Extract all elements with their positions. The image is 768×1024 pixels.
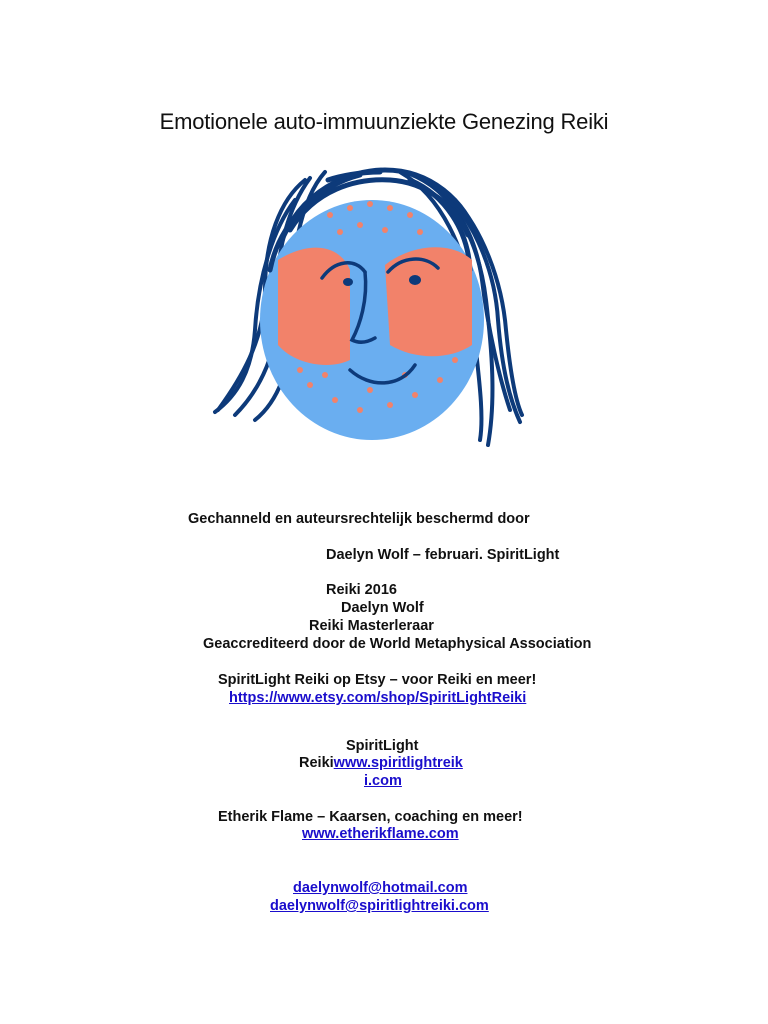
etsy-text: SpiritLight Reiki op Etsy – voor Reiki en meer! bbox=[218, 672, 537, 688]
smiling-face-icon bbox=[210, 160, 530, 455]
author-name: Daelyn Wolf bbox=[341, 600, 424, 616]
spiritlight-reiki-label: Reiki bbox=[299, 755, 334, 771]
etsy-link[interactable]: https://www.etsy.com/shop/SpiritLightReiki bbox=[229, 690, 527, 706]
spiritlight-link[interactable]: www.spiritlightreik bbox=[333, 755, 463, 771]
spiritlight-link-continued[interactable]: i.com bbox=[364, 773, 402, 789]
reiki-year: Reiki 2016 bbox=[326, 582, 397, 598]
author-line: Daelyn Wolf – februari. SpiritLight bbox=[326, 547, 560, 563]
document-title: Emotionele auto-immuunziekte Genezing Reiki bbox=[159, 109, 609, 134]
spiritlight-label: SpiritLight bbox=[346, 738, 419, 754]
email-hotmail-link[interactable]: daelynwolf@hotmail.com bbox=[293, 880, 468, 896]
channeled-by-text: Gechanneld en auteursrechtelijk beschermd door bbox=[188, 511, 530, 527]
etherik-link[interactable]: www.etherikflame.com bbox=[302, 826, 459, 842]
author-role: Reiki Masterleraar bbox=[309, 618, 434, 634]
etherik-text: Etherik Flame – Kaarsen, coaching en meer! bbox=[218, 809, 523, 825]
spiritlight-line bbox=[299, 755, 463, 772]
email-spiritlight-link[interactable]: daelynwolf@spiritlightreiki.com bbox=[270, 898, 489, 914]
accreditation-text: Geaccrediteerd door de World Metaphysical Association bbox=[203, 636, 592, 652]
